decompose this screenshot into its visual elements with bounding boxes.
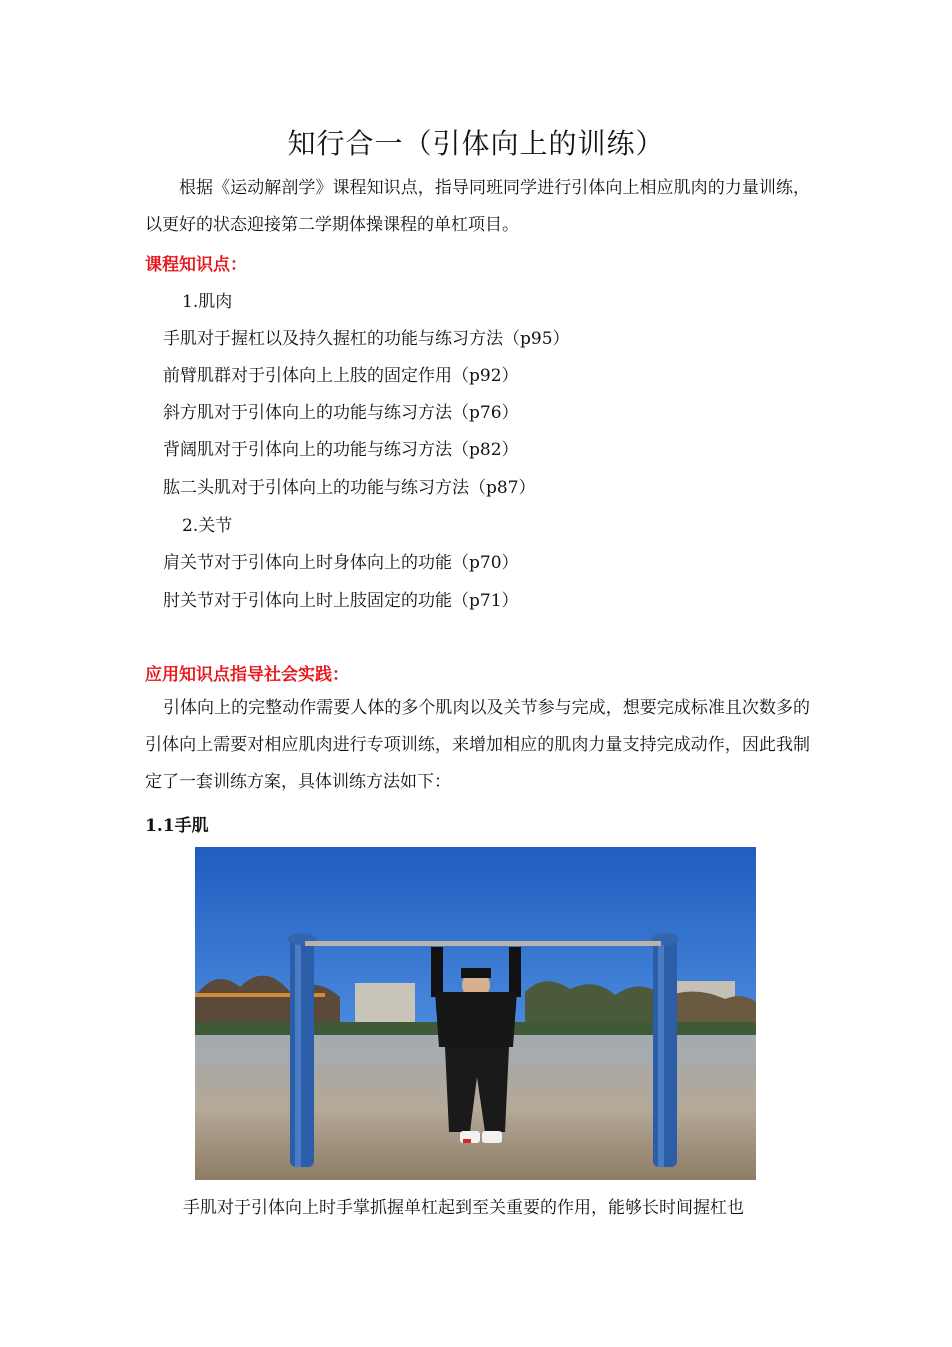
caption-paragraph: 手肌对于引体向上时手掌抓握单杠起到至关重要的作用，能够长时间握杠也 — [183, 1198, 744, 1218]
muscle-item: 肱二头肌对于引体向上的功能与练习方法（p87） — [163, 478, 536, 498]
practice-paragraph: 引体向上的完整动作需要人体的多个肌肉以及关节参与完成，想要完成标准且次数多的引体向上需要对相应肌肉进行专项训练，来增加相应的肌肉力量支持完成动作，因此我制定了一套训练方案，具体训练方法如下： — [145, 698, 810, 792]
joint-item: 肩关节对于引体向上时身体向上的功能（p70） — [163, 553, 519, 573]
subsection-heading: 1.1手肌 — [145, 816, 209, 836]
course-knowledge-heading: 课程知识点： — [145, 255, 247, 275]
joint-heading: 2.关节 — [182, 516, 233, 536]
intro-paragraph: 根据《运动解剖学》课程知识点，指导同班同学进行引体向上相应肌肉的力量训练，以更好的状态迎接第二学期体操课程的单杠项目。 — [145, 178, 810, 235]
muscle-heading: 1.肌肉 — [182, 292, 233, 312]
page-title: 知行合一（引体向上的训练） — [287, 127, 665, 160]
muscle-item: 手肌对于握杠以及持久握杠的功能与练习方法（p95） — [163, 329, 570, 349]
muscle-item: 斜方肌对于引体向上的功能与练习方法（p76） — [163, 403, 519, 423]
muscle-item: 背阔肌对于引体向上的功能与练习方法（p82） — [163, 440, 519, 460]
pull-up-photo — [195, 847, 756, 1180]
joint-item: 肘关节对于引体向上时上肢固定的功能（p71） — [163, 591, 519, 611]
muscle-item: 前臂肌群对于引体向上上肢的固定作用（p92） — [163, 366, 519, 386]
practice-heading: 应用知识点指导社会实践： — [145, 665, 349, 685]
